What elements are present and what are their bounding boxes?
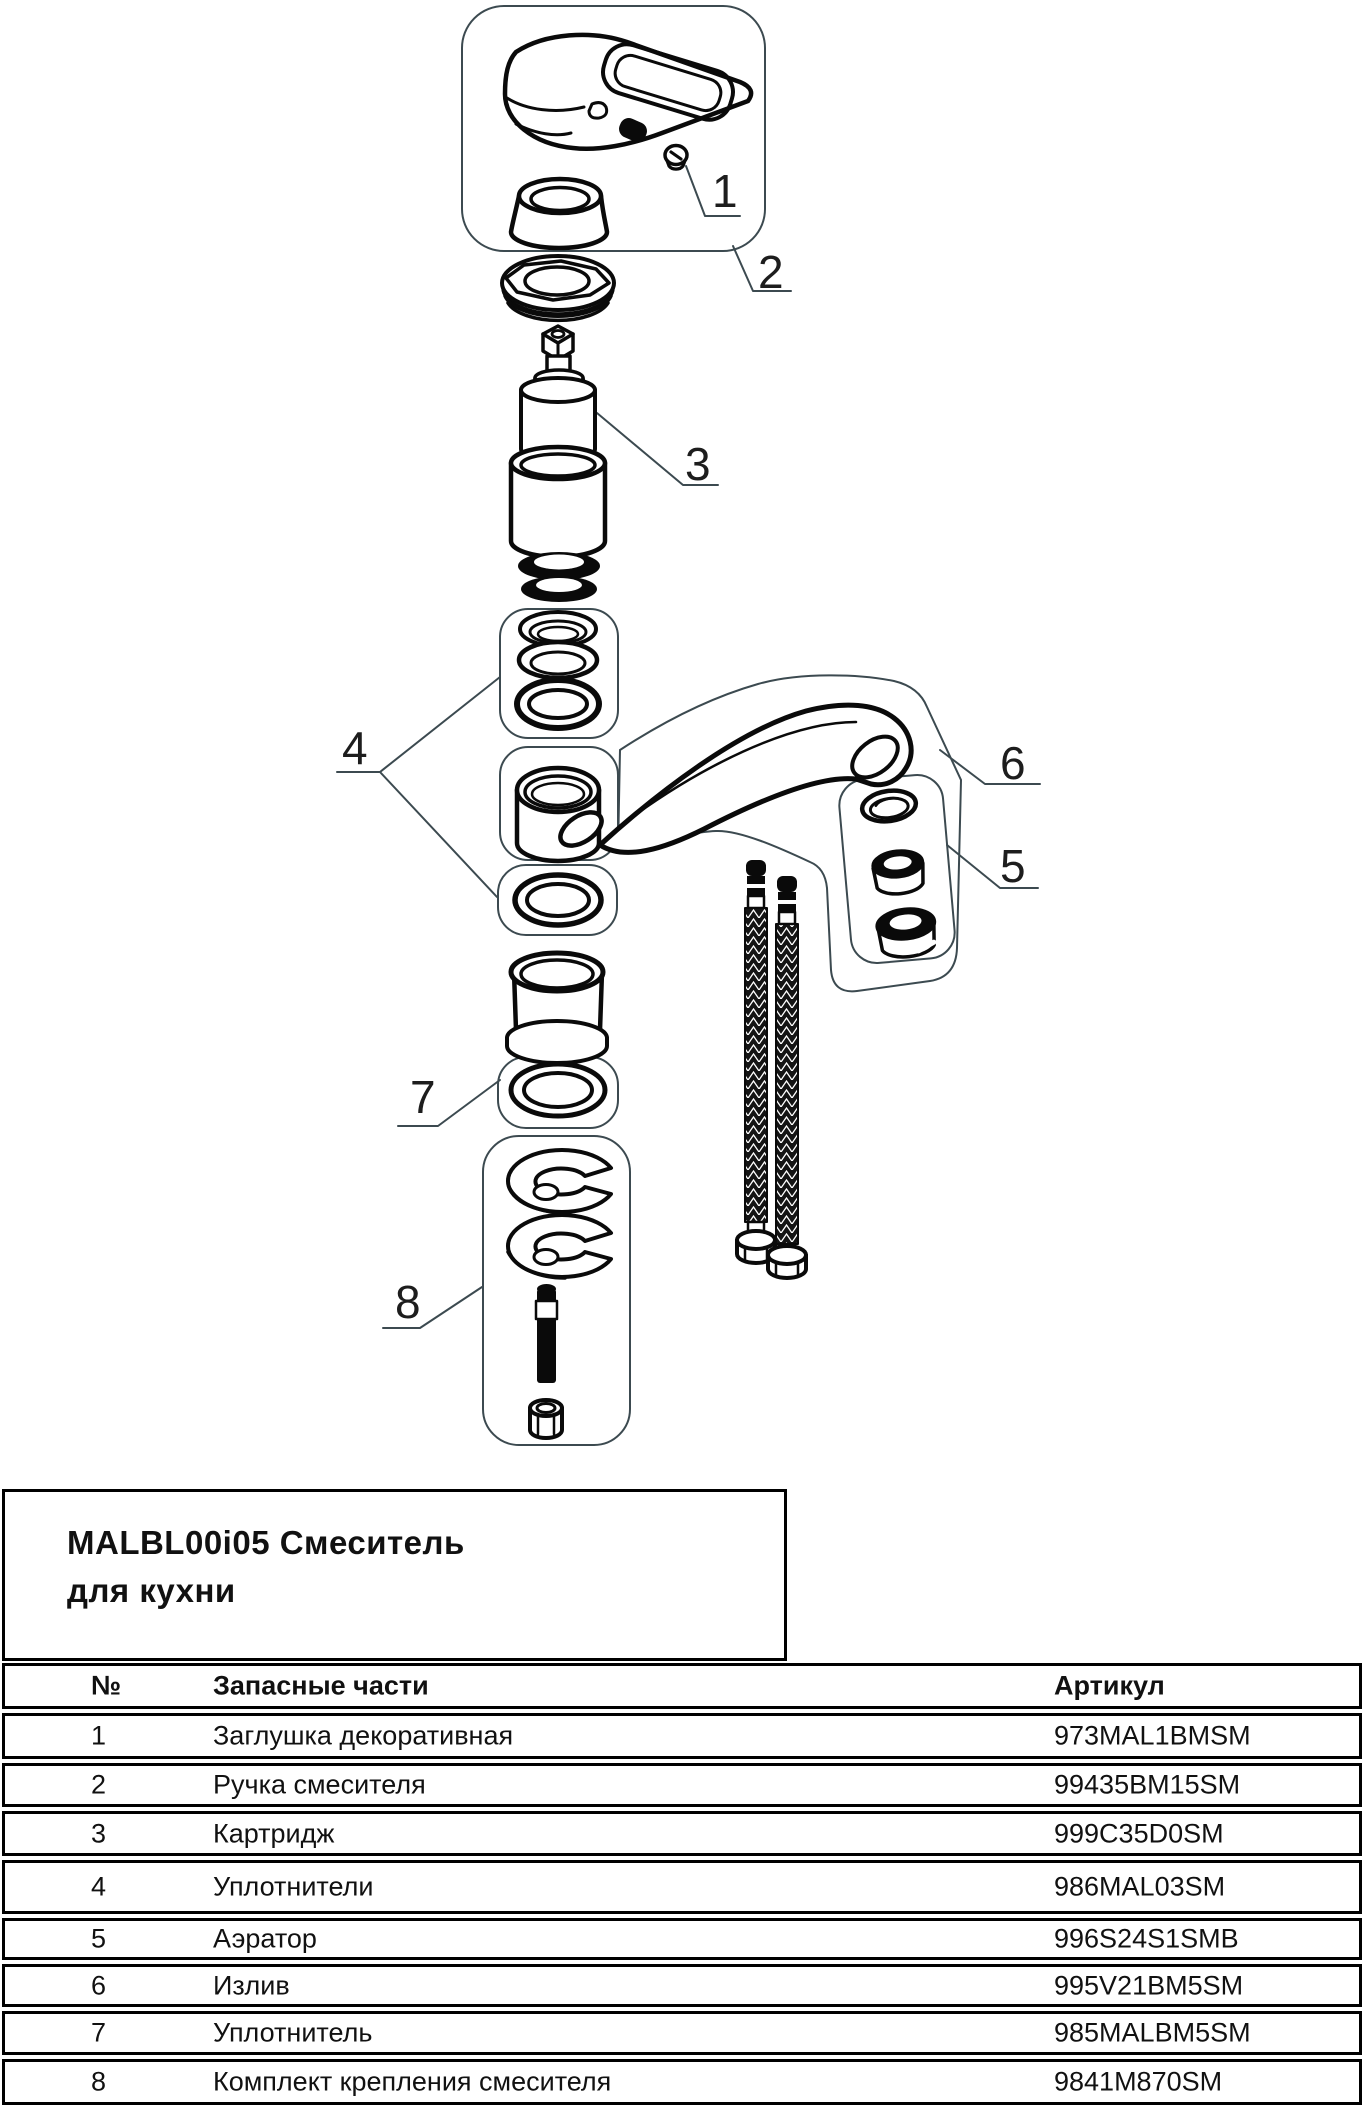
callout-8: 8 <box>395 1276 421 1328</box>
part-mounting-kit <box>508 1150 611 1438</box>
callout-4: 4 <box>342 722 368 774</box>
title-block <box>2 1489 787 1661</box>
cell-article: 995V21BM5SM <box>1054 1970 1244 2000</box>
cell-num: 7 <box>91 2017 107 2048</box>
cell-name: Уплотнители <box>213 1871 374 1902</box>
callout-2: 2 <box>758 246 784 298</box>
cell-article: 999C35D0SM <box>1054 1818 1224 1848</box>
table-row <box>2 1713 1362 1759</box>
part-spout <box>555 705 911 852</box>
cell-num: 4 <box>91 1871 107 1902</box>
cell-name: Уплотнитель <box>213 2017 373 2048</box>
part-aerator-housing <box>875 906 938 960</box>
product-title-line2: для кухни <box>67 1572 236 1609</box>
header-num: № <box>91 1670 122 1701</box>
cell-article: 9841M870SM <box>1054 2066 1223 2097</box>
part-aerator-insert <box>872 848 926 896</box>
table-row <box>2 2059 1362 2105</box>
cell-name: Картридж <box>213 1818 335 1848</box>
part-hose-right <box>768 876 806 1278</box>
table-row <box>2 1918 1362 1960</box>
cell-name: Комплект крепления смесителя <box>213 2066 612 2097</box>
table-row <box>2 1763 1362 1807</box>
parts-table <box>2 1663 1362 2109</box>
table-row <box>2 2011 1362 2055</box>
cell-num: 6 <box>91 1970 107 2000</box>
callout-5: 5 <box>1000 840 1026 892</box>
part-ring-nut <box>502 256 614 320</box>
part-cartridge <box>511 326 605 602</box>
leader-4 <box>337 677 500 897</box>
cell-num: 3 <box>91 1818 107 1848</box>
product-code-title: MALBL00i05 Смеситель <box>67 1524 465 1561</box>
part-hose-left <box>737 860 775 1263</box>
part-base-pipe <box>507 953 607 1063</box>
cell-name: Заглушка декоративная <box>213 1720 514 1751</box>
group-box-mountkit <box>483 1136 630 1445</box>
header-name: Запасные части <box>213 1670 429 1701</box>
callout-3: 3 <box>685 438 711 490</box>
cell-article: 99435BM15SM <box>1054 1769 1241 1800</box>
cell-name: Ручка смесителя <box>213 1769 426 1800</box>
part-seals-upper <box>517 612 599 728</box>
cell-article: 986MAL03SM <box>1054 1871 1226 1902</box>
callout-labels <box>342 165 1026 1328</box>
table-row <box>2 1964 1362 2007</box>
cell-name: Излив <box>213 1970 290 2000</box>
cell-num: 1 <box>91 1720 107 1751</box>
header-article: Артикул <box>1054 1670 1165 1701</box>
callout-6: 6 <box>1000 737 1026 789</box>
cell-article: 985MALBM5SM <box>1054 2017 1251 2048</box>
table-header-row <box>2 1663 1362 1709</box>
table-row <box>2 1811 1362 1856</box>
cell-num: 5 <box>91 1923 107 1954</box>
part-oring-lower <box>515 875 601 925</box>
part-handle-collar <box>511 179 607 248</box>
cell-article: 996S24S1SMB <box>1054 1923 1239 1954</box>
cell-name: Аэратор <box>213 1923 317 1954</box>
part-aerator-seal <box>860 787 918 824</box>
part-decorative-screw <box>665 146 687 170</box>
part-seal-7 <box>511 1064 605 1116</box>
cell-article: 973MAL1BMSM <box>1054 1720 1251 1751</box>
callout-1: 1 <box>712 165 738 217</box>
cell-num: 8 <box>91 2066 107 2097</box>
cell-num: 2 <box>91 1769 107 1800</box>
callout-7: 7 <box>410 1071 436 1123</box>
table-row <box>2 1860 1362 1914</box>
leader-lines <box>337 166 1040 1328</box>
